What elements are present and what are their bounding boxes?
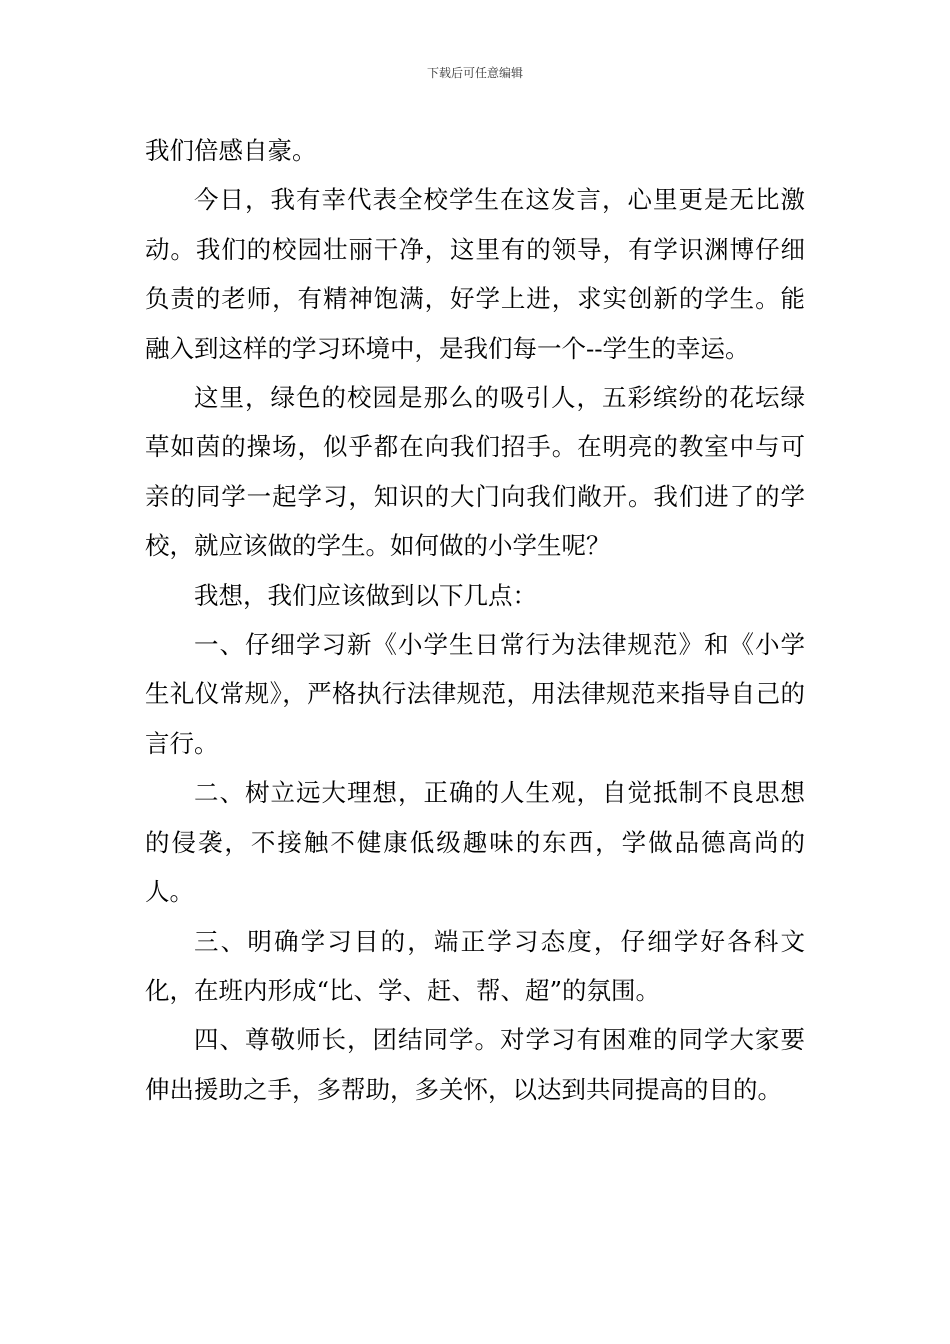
- paragraph: 今日，我有幸代表全校学生在这发言，心里更是无比激动。我们的校园壮丽干净，这里有的领导，有学识渊博仔细负责的老师，有精神饱满，好学上进，求实创新的学生。能融入到这样的学习环境中，是我们每一个--学生的幸运。: [145, 185, 805, 363]
- paragraph: 我想，我们应该做到以下几点：: [194, 580, 537, 610]
- header-note: 下载后可任意编辑: [426, 66, 523, 80]
- paragraph: 三、明确学习目的，端正学习态度，仔细学好各科文化，在班内形成“比、学、赶、帮、超”的氛围。: [145, 926, 805, 1005]
- paragraph: 这里，绿色的校园是那么的吸引人，五彩缤纷的花坛绿草如茵的操场，似乎都在向我们招手。在明亮的教室中与可亲的同学一起学习，知识的大门向我们敞开。我们进了的学校，就应该做的学生。如何做的小学生呢？: [145, 383, 805, 561]
- paragraph-continuation: 我们倍感自豪。: [145, 136, 317, 165]
- paragraph: 四、尊敬师长，团结同学。对学习有困难的同学大家要伸出援助之手，多帮助，多关怀，以达到共同提高的目的。: [145, 1025, 805, 1104]
- paragraph: 二、树立远大理想，正确的人生观，自觉抵制不良思想的侵袭，不接触不健康低级趣味的东西，学做品德高尚的人。: [145, 778, 805, 907]
- document-body: [145, 126, 805, 1114]
- paragraph: 一、仔细学习新《小学生日常行为法律规范》和《小学生礼仪常规》，严格执行法律规范，用法律规范来指导自己的言行。: [145, 630, 805, 758]
